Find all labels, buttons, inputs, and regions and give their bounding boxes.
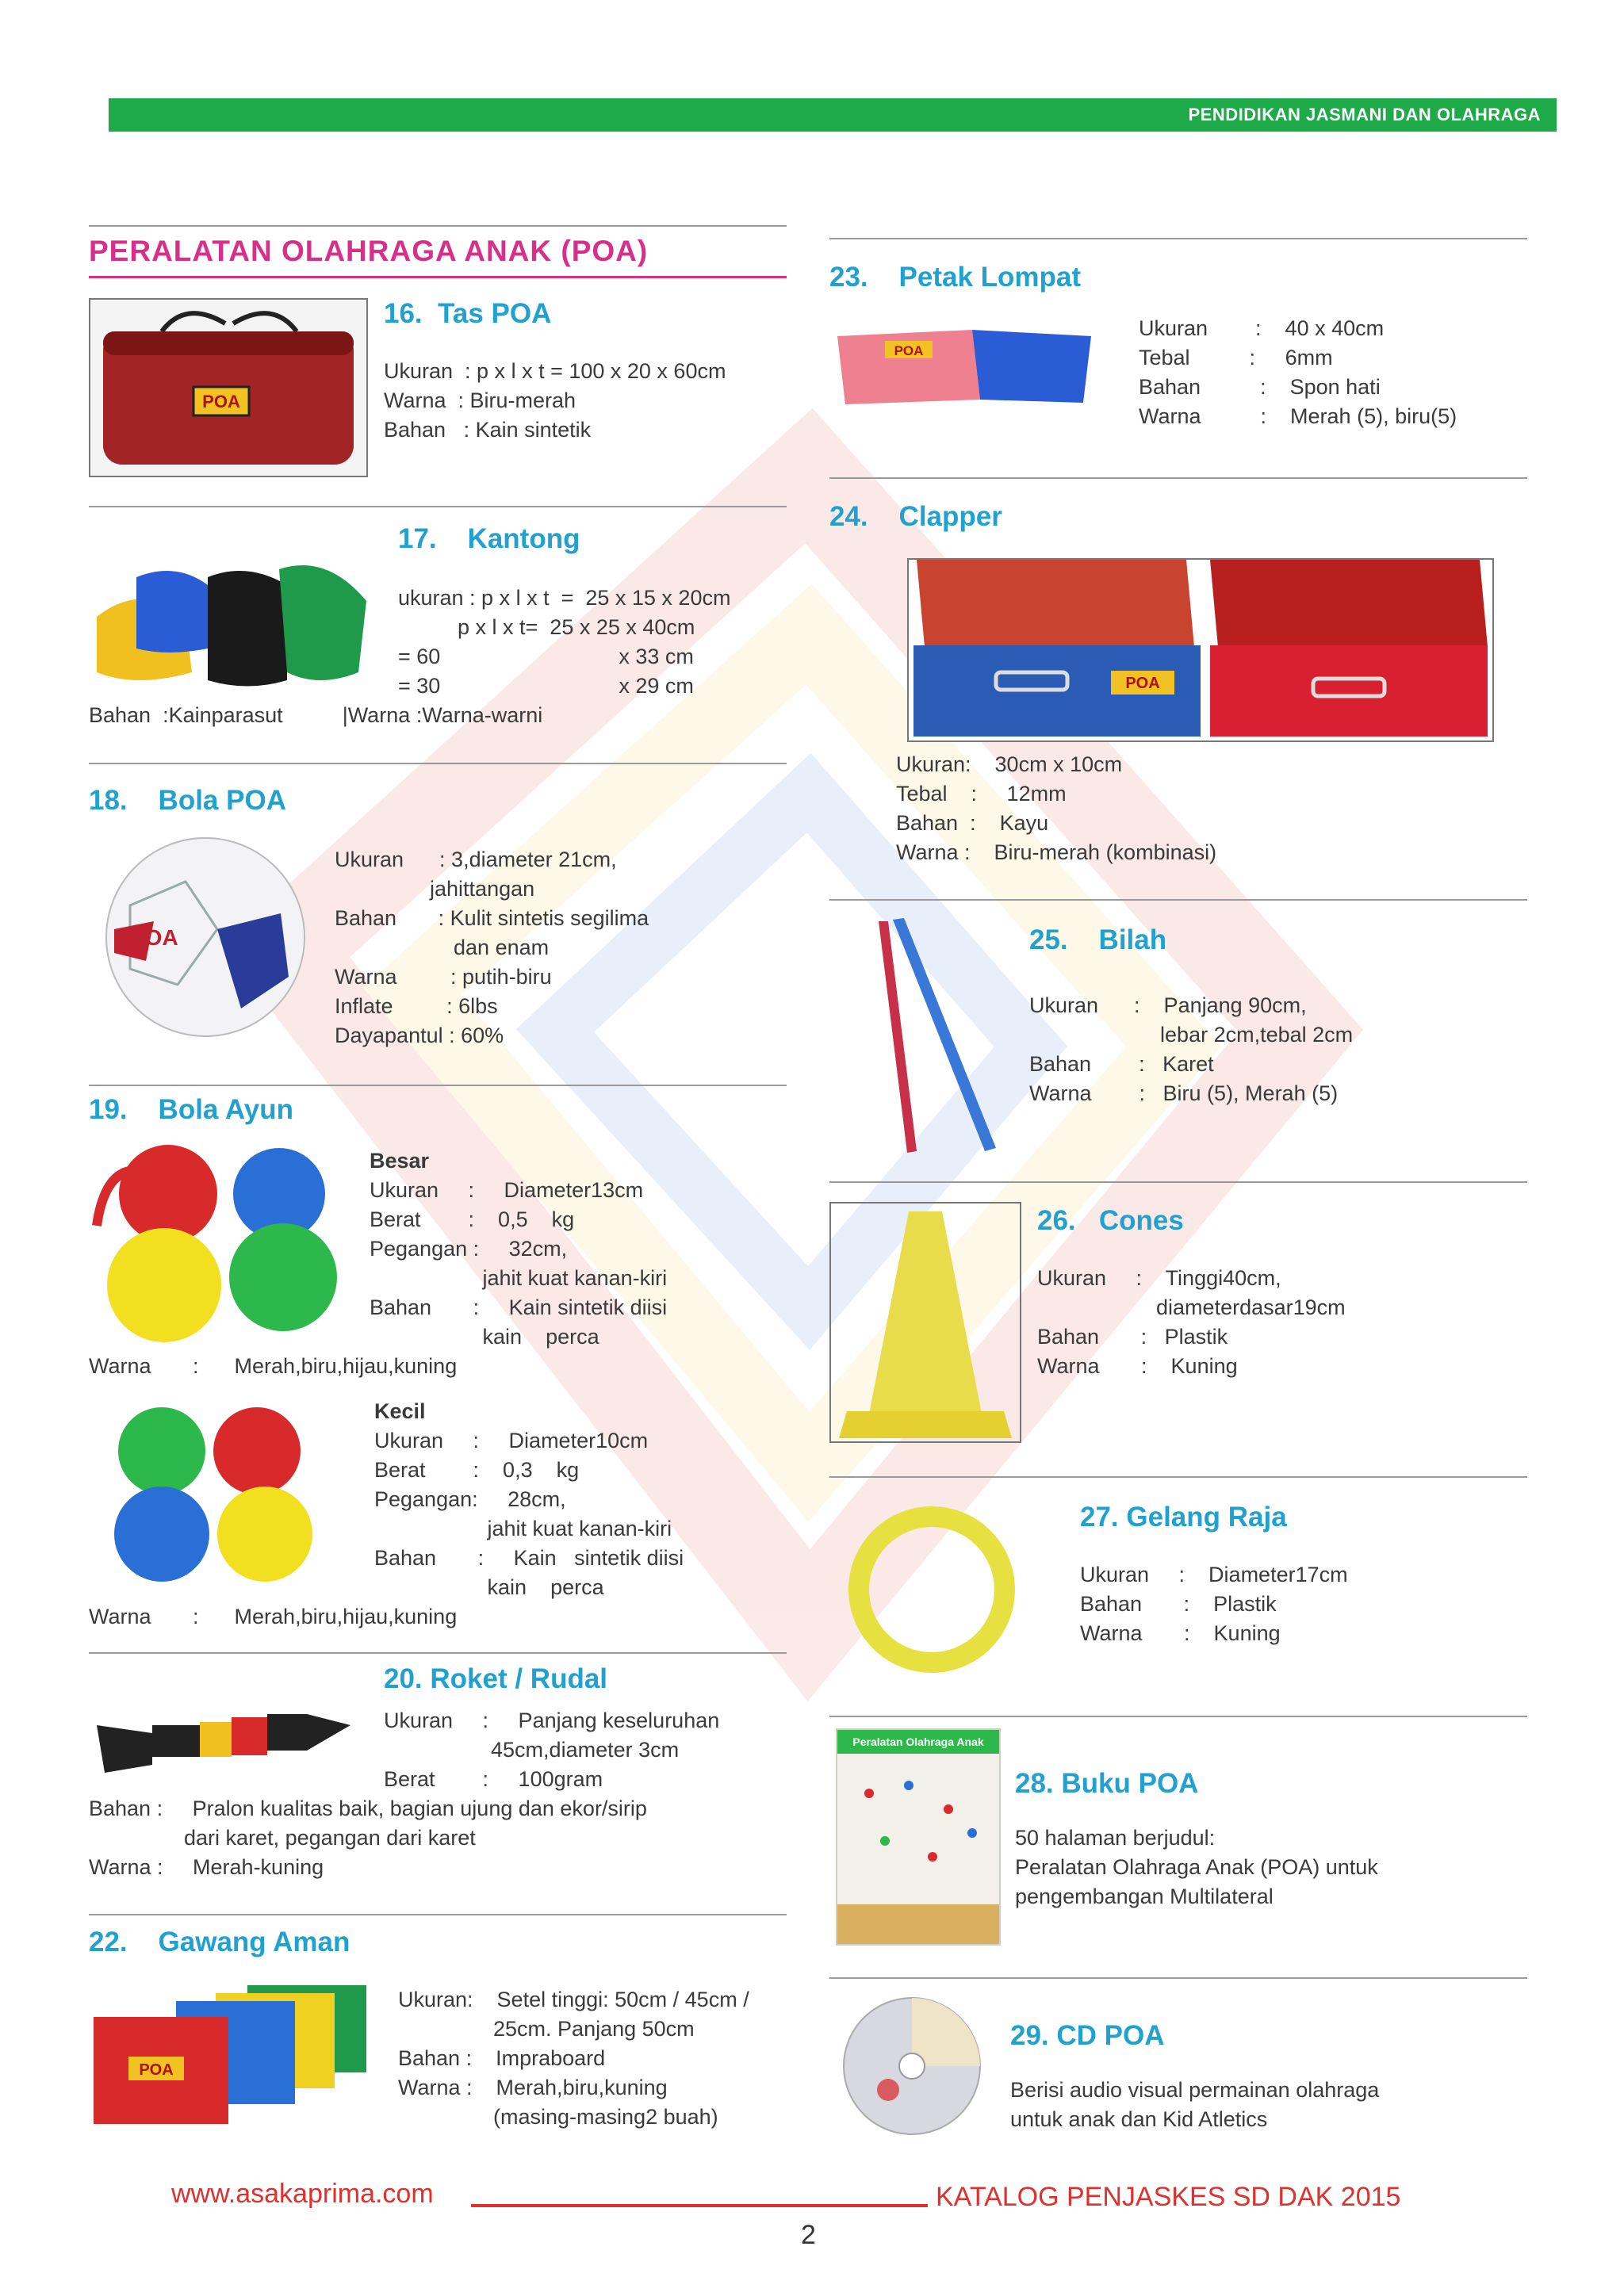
item-20-bahan-2: dari karet, pegangan dari karet	[89, 1826, 476, 1850]
item-19-besar-line-6: kain perca	[370, 1325, 599, 1349]
clapper-icon	[909, 560, 1492, 740]
footer-divider	[471, 2204, 928, 2207]
item-19-kecil-warna: Warna : Merah,biru,hijau,kuning	[89, 1605, 458, 1628]
poa-logo: POA	[202, 392, 240, 411]
item-18-line-5: Warna : putih-biru	[335, 965, 552, 989]
cone-icon	[831, 1203, 1020, 1441]
item-18-line-4: dan enam	[335, 936, 550, 959]
item-18-line-6: Inflate : 6lbs	[335, 994, 498, 1018]
item-19-kecil-line-3: Pegangan: 28cm,	[374, 1487, 566, 1511]
ring-icon	[841, 1498, 1023, 1681]
item-19-besar-warna: Warna : Merah,biru,hijau,kuning	[89, 1354, 458, 1378]
item-27-line-2: Bahan : Plastik	[1080, 1592, 1277, 1616]
divider	[89, 763, 787, 764]
svg-text:POA: POA	[130, 925, 178, 950]
item-26-line-2: diameterdasar19cm	[1037, 1295, 1346, 1319]
poa-logo: POA	[139, 2061, 174, 2079]
mat-icon	[829, 320, 1099, 408]
item-20-title: 20. Roket / Rudal	[384, 1663, 608, 1694]
item-18-line-7: Dayapantul : 60%	[335, 1024, 504, 1047]
item-23-line-2: Tebal : 6mm	[1139, 346, 1333, 369]
item-19-kecil-head: Kecil	[374, 1399, 426, 1423]
item-19-besar-line-4: jahit kuat kanan-kiri	[370, 1266, 668, 1290]
item-25-title: 25. Bilah	[1029, 924, 1167, 955]
item-19-kecil-line-6: kain perca	[374, 1575, 604, 1599]
item-19-kecil-line-1: Ukuran : Diameter10cm	[374, 1429, 649, 1452]
item-20-line-1: Ukuran : Panjang keseluruhan	[384, 1709, 720, 1732]
item-18-line-2: jahittangan	[335, 877, 535, 901]
item-29-title: 29. CD POA	[1010, 2020, 1165, 2051]
divider	[829, 238, 1527, 239]
item-26-line-3: Bahan : Plastik	[1037, 1325, 1228, 1349]
item-20-warna: Warna : Merah-kuning	[89, 1855, 324, 1879]
divider	[829, 1476, 1527, 1478]
item-18-line-3: Bahan : Kulit sintetis segilima	[335, 906, 649, 930]
item-19-besar-line-2: Berat : 0,5 kg	[370, 1207, 575, 1231]
item-29-line-1: Berisi audio visual permainan olahraga	[1010, 2078, 1380, 2102]
item-20-line-3: Berat : 100gram	[384, 1767, 603, 1791]
item-29-line-2: untuk anak dan Kid Atletics	[1010, 2107, 1268, 2131]
item-18-line-1: Ukuran : 3,diameter 21cm,	[335, 848, 617, 871]
cone-photo	[829, 1202, 1021, 1443]
item-24-line-2: Tebal : 12mm	[896, 782, 1067, 806]
item-25-line-2: lebar 2cm,tebal 2cm	[1029, 1023, 1354, 1047]
item-17-line-3: = 60 x 33 cm	[398, 645, 694, 668]
item-26-title: 26. Cones	[1037, 1205, 1184, 1236]
item-19-besar-line-1: Ukuran : Diameter13cm	[370, 1178, 644, 1202]
item-22-title: 22. Gawang Aman	[89, 1927, 350, 1957]
item-23-line-3: Bahan : Spon hati	[1139, 375, 1381, 399]
item-19-besar-line-5: Bahan : Kain sintetik diisi	[370, 1295, 668, 1319]
ball-icon	[98, 834, 312, 1040]
bag-icon	[90, 300, 366, 476]
poa-logo: POA	[1125, 675, 1160, 692]
item-22-line-4: Warna : Merah,biru,kuning	[398, 2076, 668, 2099]
footer-catalog: KATALOG PENJASKES SD DAK 2015	[936, 2182, 1401, 2212]
item-28-line-1: 50 halaman berjudul:	[1015, 1826, 1216, 1850]
header-bar	[109, 98, 1557, 132]
item-28-title: 28. Buku POA	[1015, 1768, 1199, 1799]
poa-logo: POA	[894, 343, 924, 358]
item-19-besar-head: Besar	[370, 1149, 430, 1173]
header-title: PENDIDIKAN JASMANI DAN OLAHRAGA	[1188, 105, 1541, 124]
item-25-line-4: Warna : Biru (5), Merah (5)	[1029, 1081, 1339, 1105]
item-22-line-5: (masing-masing2 buah)	[398, 2105, 718, 2129]
item-22-line-2: 25cm. Panjang 50cm	[398, 2017, 695, 2041]
divider	[829, 1716, 1527, 1717]
item-26-line-4: Warna : Kuning	[1037, 1354, 1238, 1378]
cd-icon	[841, 1995, 983, 2137]
divider	[89, 506, 787, 507]
swing-balls-small-icon	[98, 1403, 328, 1586]
section-underline	[89, 276, 787, 278]
divider	[829, 477, 1527, 479]
item-16-line-3: Bahan : Kain sintetik	[384, 418, 592, 442]
item-16-title: 16. Tas POA	[384, 298, 552, 329]
rocket-icon	[89, 1686, 358, 1781]
item-28-line-3: pengembangan Multilateral	[1015, 1885, 1274, 1908]
item-19-besar-line-3: Pegangan : 32cm,	[370, 1237, 568, 1261]
slats-icon	[861, 913, 1020, 1159]
item-23-line-1: Ukuran : 40 x 40cm	[1139, 316, 1385, 340]
goal-boxes-icon	[89, 1977, 382, 2128]
book-illustration-icon	[837, 1754, 999, 1944]
item-27-line-3: Warna : Kuning	[1080, 1621, 1281, 1645]
item-16-line-2: Warna : Biru-merah	[384, 388, 576, 412]
item-24-line-4: Warna : Biru-merah (kombinasi)	[896, 840, 1217, 864]
footer-url[interactable]: www.asakaprima.com	[171, 2179, 434, 2209]
item-19-kecil-line-2: Berat : 0,3 kg	[374, 1458, 580, 1482]
item-24-line-1: Ukuran: 30cm x 10cm	[896, 752, 1123, 776]
divider	[89, 1914, 787, 1915]
item-22-line-3: Bahan : Impraboard	[398, 2046, 606, 2070]
item-19-title: 19. Bola Ayun	[89, 1094, 294, 1125]
item-25-line-3: Bahan : Karet	[1029, 1052, 1214, 1076]
item-23-line-4: Warna : Merah (5), biru(5)	[1139, 404, 1457, 428]
item-27-line-1: Ukuran : Diameter17cm	[1080, 1563, 1348, 1586]
item-17-line-1: ukuran : p x l x t = 25 x 15 x 20cm	[398, 586, 731, 610]
item-26-line-1: Ukuran : Tinggi40cm,	[1037, 1266, 1281, 1290]
item-27-title: 27. Gelang Raja	[1080, 1502, 1287, 1533]
item-22-line-1: Ukuran: Setel tinggi: 50cm / 45cm /	[398, 1988, 749, 2011]
item-16-line-1: Ukuran : p x l x t = 100 x 20 x 60cm	[384, 359, 726, 383]
kantong-photo	[89, 553, 382, 696]
divider	[89, 1085, 787, 1086]
item-25-line-1: Ukuran : Panjang 90cm,	[1029, 993, 1307, 1017]
swing-balls-large-icon	[89, 1138, 350, 1345]
item-17-bahan-warna: Bahan :Kainparasut |Warna :Warna-warni	[89, 703, 543, 727]
divider	[829, 1181, 1527, 1183]
pouch-icon	[89, 553, 382, 696]
book-cover-title: Peralatan Olahraga Anak	[837, 1730, 999, 1754]
section-title: PERALATAN OLAHRAGA ANAK (POA)	[89, 235, 649, 267]
divider	[829, 1977, 1527, 1979]
item-18-title: 18. Bola POA	[89, 785, 286, 816]
item-17-line-2: p x l x t= 25 x 25 x 40cm	[398, 615, 695, 639]
item-28-line-2: Peralatan Olahraga Anak (POA) untuk	[1015, 1855, 1378, 1879]
clapper-photo	[907, 558, 1494, 742]
item-20-line-2: 45cm,diameter 3cm	[384, 1738, 680, 1762]
divider	[89, 225, 787, 227]
item-24-line-3: Bahan : Kayu	[896, 811, 1049, 835]
divider	[89, 1652, 787, 1654]
item-19-kecil-line-5: Bahan : Kain sintetik diisi	[374, 1546, 684, 1570]
item-20-bahan-1: Bahan : Pralon kualitas baik, bagian ujung dan ekor/sirip	[89, 1797, 647, 1820]
item-17-line-4: = 30 x 29 cm	[398, 674, 694, 698]
item-19-kecil-line-4: jahit kuat kanan-kiri	[374, 1517, 672, 1540]
item-23-title: 23. Petak Lompat	[829, 262, 1082, 293]
item-17-title: 17. Kantong	[398, 523, 580, 554]
tas-poa-photo	[89, 298, 368, 477]
book-photo	[837, 1730, 999, 1944]
item-24-title: 24. Clapper	[829, 501, 1002, 532]
divider	[829, 899, 1527, 901]
page-number: 2	[801, 2220, 816, 2250]
